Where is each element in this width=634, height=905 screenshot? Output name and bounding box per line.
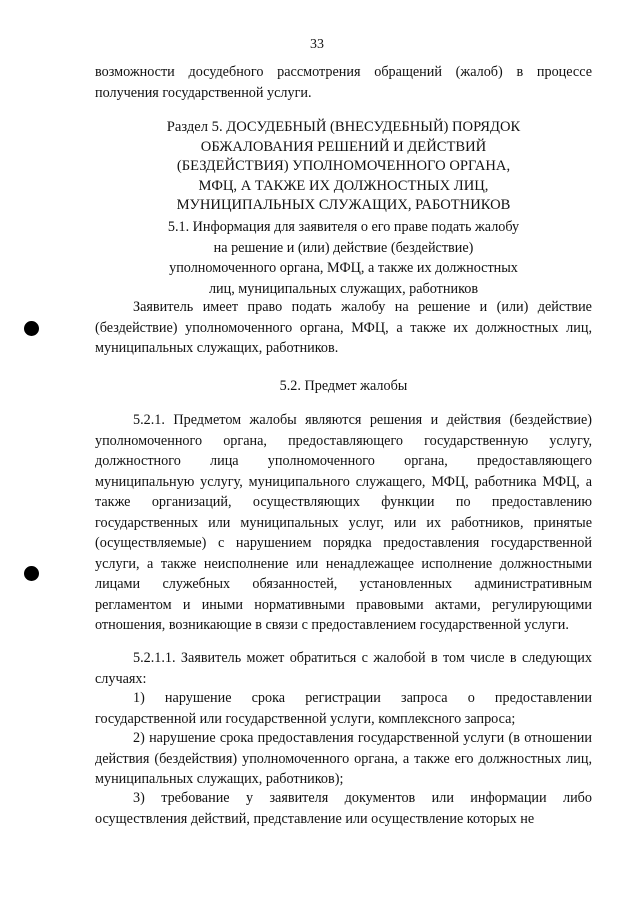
page-number: 33 [310, 37, 324, 52]
list-item-3: 3) требование у заявителя документов или информации либо осуществления действий, представление или осуществление которых не [95, 790, 592, 827]
subsection-heading-line: лиц, муниципальных служащих, работников [208, 280, 479, 297]
subsection-5-1-heading [95, 217, 592, 299]
section-title-line: МФЦ, А ТАКЖЕ ИХ ДОЛЖНОСТНЫХ ЛИЦ, [198, 177, 489, 194]
subsection-heading-line: 5.1. Информация для заявителя о его праве подать жалобу [167, 219, 520, 235]
section-title [95, 118, 592, 216]
list-item-1: 1) нарушение срока регистрации запроса о предоставлении государственной или государственной услуги, комплексного запроса; [95, 690, 592, 727]
subsection-5-2-heading: 5.2. Предмет жалобы [279, 378, 408, 394]
punch-hole-mark [24, 566, 39, 581]
punch-hole-mark [24, 321, 39, 336]
paragraph-5-2-1-1: 5.2.1.1. Заявитель может обратиться с жалобой в том числе в следующих случаях: [95, 650, 592, 687]
section-title-line: ОБЖАЛОВАНИЯ РЕШЕНИЙ И ДЕЙСТВИЙ [200, 138, 487, 155]
section-title-line: Раздел 5. ДОСУДЕБНЫЙ (ВНЕСУДЕБНЫЙ) ПОРЯДОК [166, 119, 521, 135]
list-item-2: 2) нарушение срока предоставления государственной услуги (в отношении действия (бездействия) уполномоченного органа, а также его должностных лиц, муниципальных служащих, работников); [95, 730, 592, 787]
paragraph-5-1: Заявитель имеет право подать жалобу на решение и (или) действие (бездействие) уполномоченного органа, МФЦ, а также их должностных лиц, муниципальных служащих, работников. [95, 299, 592, 356]
subsection-heading-line: уполномоченного органа, МФЦ, а также их должностных [169, 260, 518, 276]
intro-paragraph: возможности досудебного рассмотрения обращений (жалоб) в процессе получения государственной услуги. [95, 64, 592, 101]
subsection-heading-line: на решение и (или) действие (бездействие) [213, 239, 474, 256]
section-title-line: (БЕЗДЕЙСТВИЯ) УПОЛНОМОЧЕННОГО ОРГАНА, [176, 158, 511, 174]
paragraph-5-2-1: 5.2.1. Предметом жалобы являются решения и действия (бездействие) уполномоченного органа, предоставляющего государственную услугу, должностного лица уполномоченного органа, предоставляющего муниципальную услугу, муниципального служащего, МФЦ, работника МФЦ, а также организаций, осуществляющих функции по предоставлению государственных или муниципальных услуг, или их работников, принятые (осуществляемые) с нарушением порядка предоставления государственной услуги, а также неисполнение или ненадлежащее исполнение должностными лицами служебных обязанностей, установленных административным регламентом и иными нормативными правовыми актами, регулирующими отношения, возникающие в связи с предоставлением государственной услуги. [95, 412, 592, 633]
section-title-line: МУНИЦИПАЛЬНЫХ СЛУЖАЩИХ, РАБОТНИКОВ [176, 197, 511, 213]
